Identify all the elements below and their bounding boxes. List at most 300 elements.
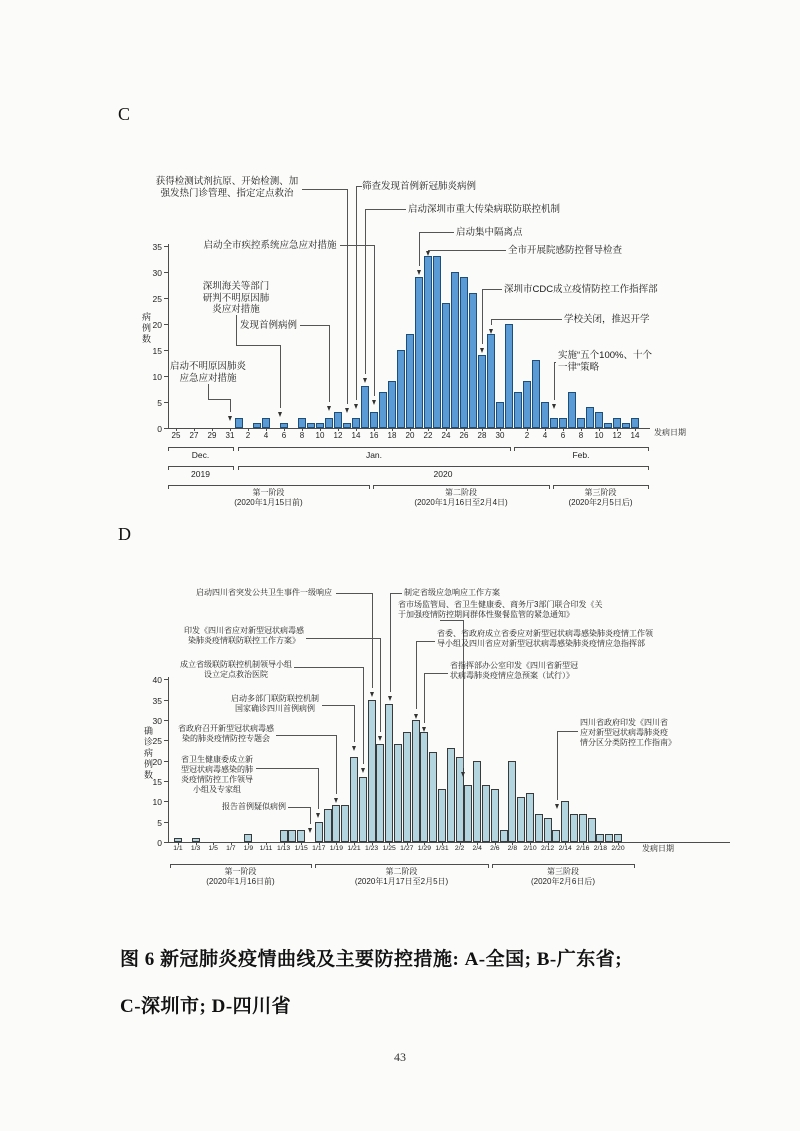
annotation-text: 筛查发现首例新冠肺炎病例 [362, 181, 477, 192]
bar [517, 797, 525, 842]
annotation-connector [428, 250, 506, 251]
bar [433, 256, 441, 428]
x-tick-label: 2 [524, 431, 530, 440]
annotation-text: 学校关闭，推迟开学 [564, 314, 650, 325]
phase-label: 第二阶段 (2020年1月16日至2月4日) [414, 488, 508, 507]
x-tick-label: 10 [315, 431, 325, 440]
bar [614, 834, 622, 842]
annotation-connector [416, 641, 417, 709]
bracket-line [492, 864, 634, 865]
annotation-connector [390, 593, 402, 594]
annotation-connector [276, 735, 336, 736]
bracket-line [168, 447, 233, 448]
annotation-arrow-icon [422, 727, 426, 732]
bracket-line [170, 864, 311, 865]
y-tick [164, 350, 168, 351]
y-tick-label: 20 [152, 756, 162, 767]
bar [500, 830, 508, 842]
bracket-tick [233, 447, 234, 451]
x-tick-label: 12 [612, 431, 622, 440]
bar [370, 412, 378, 428]
phase-label: 第三阶段 (2020年2月6日后) [530, 867, 596, 886]
bar [332, 805, 340, 842]
annotation-arrow-icon [228, 416, 232, 421]
annotation-connector [300, 325, 329, 326]
x-tick-label: 2/20 [611, 845, 625, 852]
annotation-connector [208, 384, 209, 399]
bracket-tick [648, 485, 649, 489]
y-axis-title: 确诊病例数 [143, 726, 153, 781]
month-label: Feb. [572, 450, 590, 460]
bar [604, 423, 612, 428]
annotation-text: 发现首例病例 [240, 320, 298, 331]
annotation-connector [302, 189, 347, 190]
x-tick-label: 1/17 [312, 845, 326, 852]
annotation-connector [390, 593, 391, 692]
annotation-arrow-icon [345, 408, 349, 413]
bracket-tick [510, 447, 511, 451]
y-tick-label: 25 [152, 736, 162, 747]
x-tick-label: 25 [171, 431, 181, 440]
bar [253, 423, 261, 428]
annotation-arrow-icon [417, 270, 421, 275]
bar [394, 744, 402, 842]
annotation-connector [554, 362, 555, 400]
annotation-text: 深圳市CDC成立疫情防控工作指挥部 [504, 284, 658, 295]
x-tick-label: 1/25 [382, 845, 396, 852]
x-tick-label: 12 [333, 431, 343, 440]
annotation-connector [365, 209, 366, 374]
x-tick-label: 1/1 [173, 845, 183, 852]
annotation-arrow-icon [480, 348, 484, 353]
x-tick-label: 2/16 [576, 845, 590, 852]
annotation-connector [336, 593, 372, 594]
bar [420, 732, 428, 842]
x-tick-label: 30 [495, 431, 505, 440]
annotation-text: 启动四川省突发公共卫生事件一级响应 [196, 588, 332, 597]
bar [622, 423, 630, 428]
annotation-text: 启动全市疾控系统应急应对措施 [203, 240, 337, 251]
bar [438, 789, 446, 842]
annotation-connector [424, 673, 448, 674]
y-tick-label: 15 [152, 346, 162, 356]
bar [403, 732, 411, 842]
x-tick-label: 1/29 [417, 845, 431, 852]
annotation-arrow-icon [555, 804, 559, 809]
annotation-text: 省指挥部办公室印发《四川省新型冠 状病毒肺炎疫情应急预案（试行）》 [450, 661, 578, 680]
y-tick [164, 272, 168, 273]
bar [456, 757, 464, 842]
bar [478, 355, 486, 428]
bracket-tick [648, 447, 649, 451]
bar [406, 334, 414, 428]
bar [561, 801, 569, 842]
x-tick-label: 2/2 [454, 845, 465, 852]
bar [596, 834, 604, 842]
annotation-connector [482, 289, 502, 290]
annotation-arrow-icon [378, 736, 382, 741]
x-tick-label: 31 [225, 431, 235, 440]
y-tick [164, 298, 168, 299]
annotation-connector [280, 345, 281, 408]
x-tick-label: 8 [299, 431, 305, 440]
annotation-text: 启动不明原因肺炎 应急应对措施 [169, 361, 246, 384]
y-tick-label: 20 [152, 320, 162, 330]
annotation-connector [374, 245, 375, 396]
x-tick-label: 1/19 [329, 845, 343, 852]
x-tick-label: 1/23 [364, 845, 379, 852]
annotation-arrow-icon [354, 404, 358, 409]
x-tick-label: 8 [578, 431, 584, 440]
year-label: 2019 [191, 469, 210, 479]
y-tick [164, 801, 168, 802]
x-tick-label: 16 [369, 431, 379, 440]
panel-label-d: D [118, 524, 131, 544]
bar [491, 789, 499, 842]
x-tick-label: 1/11 [259, 845, 273, 852]
annotation-arrow-icon [388, 696, 392, 701]
bar [544, 818, 552, 842]
phase-label: 第二阶段 (2020年1月17日至2月5日) [354, 867, 449, 886]
bar [550, 418, 558, 428]
phase-label: 第三阶段 (2020年2月5日后) [568, 488, 633, 507]
annotation-arrow-icon [278, 412, 282, 417]
bar [514, 392, 522, 428]
annotation-arrow-icon [316, 813, 320, 818]
annotation-arrow-icon [372, 400, 376, 405]
annotation-connector [372, 593, 373, 688]
annotation-connector [347, 189, 348, 404]
y-tick [164, 842, 168, 843]
y-tick [164, 822, 168, 823]
bracket-line [315, 864, 488, 865]
x-tick-label: 2/4 [472, 845, 482, 852]
annotation-connector [318, 768, 319, 809]
bar [424, 256, 432, 428]
bar [415, 277, 423, 428]
bar [324, 809, 332, 842]
bar [496, 402, 504, 428]
x-tick-label: 6 [281, 431, 287, 440]
annotation-connector [340, 245, 374, 246]
bar [334, 412, 342, 428]
x-tick-label: 2 [245, 431, 251, 440]
y-tick [164, 720, 168, 721]
annotation-connector [380, 638, 381, 732]
annotation-connector [288, 807, 310, 808]
bracket-line [238, 466, 648, 467]
bracket-tick [634, 864, 635, 868]
y-tick-label: 40 [152, 675, 162, 686]
x-tick-label: 24 [441, 431, 451, 440]
annotation-arrow-icon [370, 692, 374, 697]
y-tick [164, 679, 168, 680]
x-tick-label: 2/6 [490, 845, 500, 852]
y-tick [164, 781, 168, 782]
x-tick-label: 2/10 [523, 845, 537, 852]
x-tick-label: 10 [594, 431, 604, 440]
annotation-text: 制定省级应急响应工作方案 [404, 588, 500, 597]
annotation-connector [322, 705, 354, 706]
bar [350, 757, 358, 842]
x-tick-label: 2/14 [558, 845, 572, 852]
x-tick-label: 28 [477, 431, 487, 440]
annotation-text: 启动多部门联防联控机制 国家确诊四川首例病例 [231, 694, 319, 713]
y-tick-label: 35 [152, 695, 162, 706]
annotation-arrow-icon [334, 798, 338, 803]
month-label: Dec. [191, 450, 210, 460]
x-tick-label: 14 [351, 431, 361, 440]
x-tick-label: 1/13 [276, 845, 291, 852]
bar [325, 418, 333, 428]
x-tick-label: 2/18 [593, 845, 607, 852]
x-tick-label: 2/12 [540, 845, 555, 852]
annotation-connector [329, 325, 330, 402]
annotation-connector [557, 731, 558, 800]
annotation-arrow-icon [308, 828, 312, 833]
annotation-connector [416, 641, 435, 642]
bar [482, 785, 490, 842]
annotation-text: 报告首例疑似病例 [222, 802, 286, 811]
x-tick-label: 1/7 [226, 845, 236, 852]
y-tick-label: 5 [157, 398, 162, 408]
x-axis-title: 发病日期 [642, 844, 674, 853]
x-tick-label: 4 [542, 431, 548, 440]
y-axis-line [168, 677, 169, 842]
bar [315, 822, 323, 842]
annotation-connector [354, 705, 355, 742]
x-axis-title: 发病日期 [654, 428, 686, 437]
y-tick-label: 25 [152, 294, 162, 304]
bar [352, 418, 360, 428]
y-tick [164, 428, 168, 429]
bar [568, 392, 576, 428]
annotation-arrow-icon [489, 329, 493, 334]
annotation-connector [230, 399, 231, 412]
annotation-connector [440, 620, 463, 621]
bar [447, 748, 455, 842]
bar [385, 704, 393, 842]
bracket-line [238, 447, 510, 448]
bar [605, 834, 613, 842]
x-axis-line [164, 428, 650, 429]
x-tick-label: 26 [459, 431, 469, 440]
annotation-connector [236, 345, 280, 346]
annotation-text: 四川省政府印发《四川省 应对新型冠状病毒肺炎疫 情分区分类防控工作指南》 [580, 718, 676, 747]
bar [376, 744, 384, 842]
annotation-text: 印发《四川省应对新型冠状病毒感 染肺炎疫情联防联控工作方案》 [184, 626, 304, 645]
bar [442, 303, 450, 428]
bracket-line [168, 485, 369, 486]
figure-caption-line2: C-深圳市; D-四川省 [120, 996, 292, 1017]
bar [577, 418, 585, 428]
annotation-text: 成立省级联防联控机制领导小组 设立定点救治医院 [180, 660, 292, 679]
annotation-text: 全市开展院感防控督导检查 [508, 245, 623, 256]
y-tick-label: 10 [152, 372, 162, 382]
x-tick-label: 6 [560, 431, 566, 440]
year-label: 2020 [433, 469, 453, 479]
annotation-arrow-icon [552, 404, 556, 409]
y-tick [164, 761, 168, 762]
annotation-text: 获得检测试剂抗原、开始检测、加 强发热门诊管理、指定定点救治 [155, 176, 299, 199]
bar [552, 830, 560, 842]
bracket-tick [369, 485, 370, 489]
bar [487, 334, 495, 428]
bracket-line [168, 466, 233, 467]
annotation-connector [306, 638, 380, 639]
phase-label: 第一阶段 (2020年1月15日前) [234, 488, 303, 507]
y-tick-label: 30 [152, 268, 162, 278]
bar [429, 752, 437, 842]
annotation-text: 启动深圳市重大传染病联防联控机制 [408, 204, 561, 215]
bar [613, 418, 621, 428]
page-number: 43 [394, 1050, 406, 1064]
bar [235, 418, 243, 428]
bar [244, 834, 252, 842]
phase-label: 第一阶段 (2020年1月16日前) [206, 867, 275, 886]
x-tick-label: 29 [207, 431, 217, 440]
bar [297, 830, 305, 842]
bracket-tick [549, 485, 550, 489]
y-tick [164, 700, 168, 701]
bar [579, 814, 587, 842]
y-tick-label: 0 [157, 838, 162, 848]
month-label: Jan. [365, 450, 383, 460]
y-axis-line [168, 244, 169, 428]
x-tick-label: 1/27 [400, 845, 414, 852]
x-tick-label: 4 [263, 431, 269, 440]
panel-label-c: C [118, 104, 131, 124]
annotation-connector [557, 731, 578, 732]
annotation-connector [365, 209, 406, 210]
x-tick-label: 2/8 [507, 845, 518, 852]
y-axis-title: 病例数 [141, 312, 151, 345]
y-tick-label: 35 [152, 242, 162, 252]
bar [361, 386, 369, 428]
bar [588, 818, 596, 842]
bar [388, 381, 396, 428]
annotation-arrow-icon [461, 772, 465, 777]
x-tick-label: 1/31 [435, 845, 449, 852]
annotation-connector [363, 667, 364, 764]
bar [298, 418, 306, 428]
bracket-line [514, 447, 648, 448]
annotation-text: 省政府召开新型冠状病毒感 染的肺炎疫情防控专题会 [178, 724, 274, 743]
x-tick-label: 27 [189, 431, 199, 440]
annotation-text: 启动集中隔离点 [456, 227, 523, 238]
annotation-arrow-icon [426, 251, 430, 256]
bar [341, 805, 349, 842]
annotation-arrow-icon [361, 768, 365, 773]
y-tick [164, 740, 168, 741]
figure-caption-line1: 图 6 新冠肺炎疫情曲线及主要防控措施: A-全国; B-广东省; [120, 949, 623, 970]
bracket-line [373, 485, 549, 486]
bar [570, 814, 578, 842]
annotation-text: 省委、省政府成立省委应对新型冠状病毒感染肺炎疫情工作领 导小组及四川省应对新型冠状病毒感染肺炎疫情应急指挥部 [437, 629, 653, 648]
bar [532, 360, 540, 428]
bar [368, 700, 376, 842]
bar [523, 381, 531, 428]
annotation-text: 深圳海关等部门 研判不明原因肺 炎应对措施 [202, 281, 270, 315]
y-tick [164, 246, 168, 247]
bar [280, 830, 288, 842]
annotation-arrow-icon [363, 378, 367, 383]
annotation-connector [336, 735, 337, 794]
bar [451, 272, 459, 428]
bar [359, 777, 367, 842]
bar [586, 407, 594, 428]
bar [595, 412, 603, 428]
bar [508, 761, 516, 842]
bar [343, 423, 351, 428]
bar [631, 418, 639, 428]
bar [288, 830, 296, 842]
y-tick-label: 30 [152, 715, 162, 726]
bar [541, 402, 549, 428]
annotation-arrow-icon [414, 714, 418, 719]
bar [473, 761, 481, 842]
bar [379, 392, 387, 428]
x-tick-label: 14 [630, 431, 640, 440]
bracket-tick [233, 466, 234, 470]
y-tick-label: 0 [157, 424, 162, 434]
bar [262, 418, 270, 428]
bar [535, 814, 543, 842]
bar [526, 793, 534, 842]
bar [460, 277, 468, 428]
x-tick-label: 22 [423, 431, 433, 440]
x-tick-label: 1/5 [208, 845, 218, 852]
y-tick-label: 10 [152, 797, 162, 808]
annotation-connector [208, 399, 230, 400]
annotation-arrow-icon [352, 746, 356, 751]
x-tick-label: 1/3 [190, 845, 201, 852]
bar [412, 720, 420, 842]
annotation-text: 实施“五个100%、十个 一律”策略 [558, 350, 652, 373]
annotation-text: 省市场监管局、省卫生健康委、商务厅3部门联合印发《关 于加强疫情防控期间群体性聚餐监管的紧急通知》 [398, 600, 603, 619]
bracket-line [553, 485, 648, 486]
y-tick [164, 402, 168, 403]
bar [397, 350, 405, 428]
bar [464, 785, 472, 842]
annotation-connector [356, 186, 357, 400]
annotation-connector [419, 232, 454, 233]
y-tick-label: 5 [157, 817, 162, 828]
bar [469, 293, 477, 428]
x-tick-label: 1/21 [347, 845, 361, 852]
annotation-connector [482, 289, 483, 344]
annotation-connector [236, 315, 237, 345]
x-tick-label: 18 [387, 431, 397, 440]
bracket-tick [648, 466, 649, 470]
bar [559, 418, 567, 428]
annotation-connector [294, 667, 363, 668]
annotation-connector [256, 768, 318, 769]
annotation-arrow-icon [327, 406, 331, 411]
annotation-connector [491, 319, 492, 325]
annotation-connector [424, 673, 425, 723]
annotation-text: 省卫生健康委成立新 型冠状病毒感染的肺 炎疫情防控工作领导 小组及专家组 [181, 755, 253, 794]
bracket-tick [488, 864, 489, 868]
y-tick [164, 324, 168, 325]
x-tick-label: 1/9 [243, 845, 254, 852]
annotation-connector [419, 232, 420, 266]
y-tick-label: 15 [152, 776, 162, 787]
bar [307, 423, 315, 428]
annotation-connector [310, 807, 311, 824]
bracket-tick [311, 864, 312, 868]
bar [505, 324, 513, 428]
